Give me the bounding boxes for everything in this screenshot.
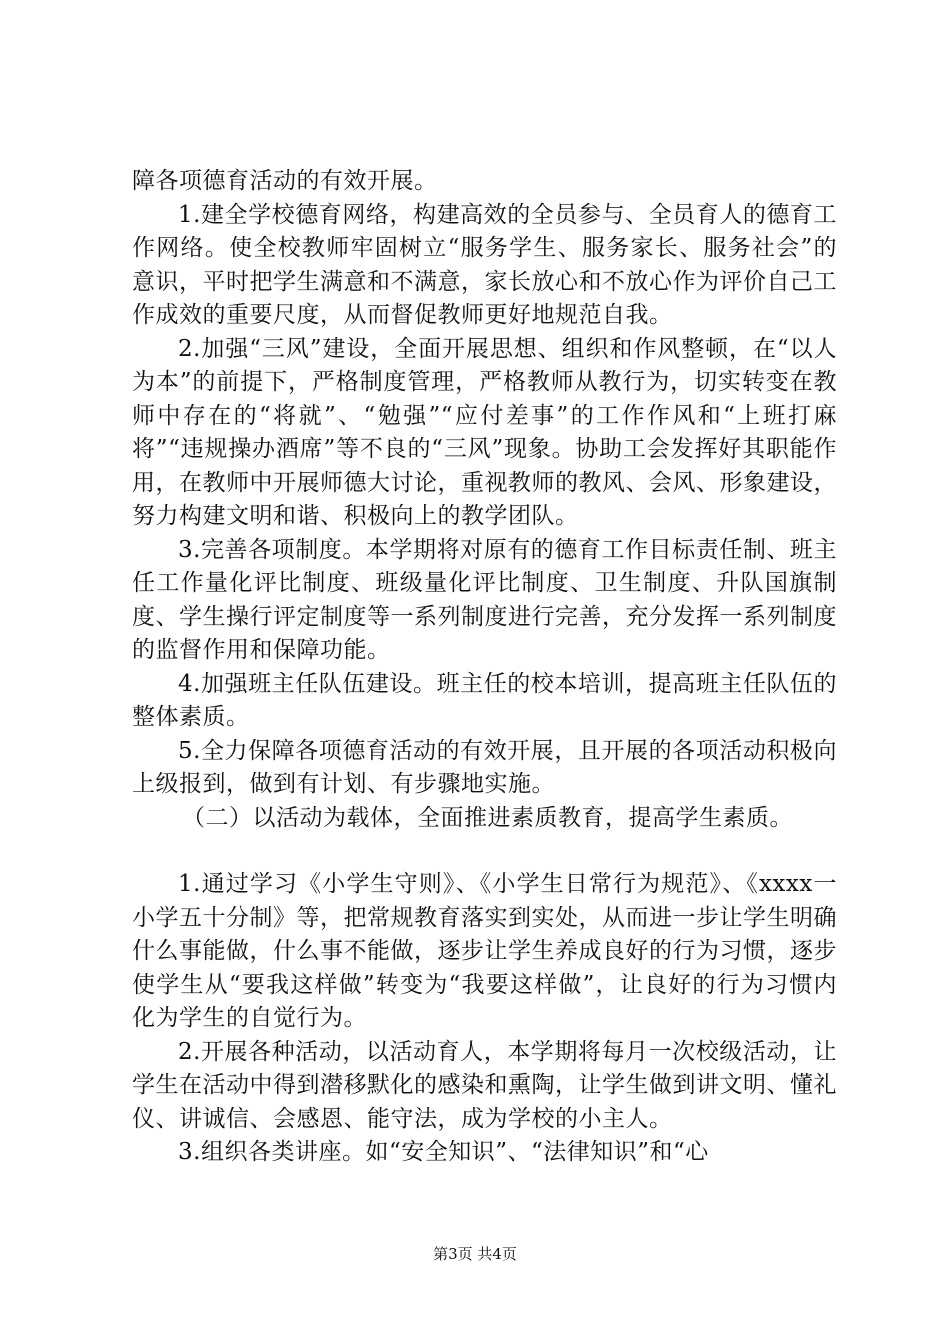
paragraph-item-4: 4.加强班主任队伍建设。班主任的校本培训，提高班主任队伍的整体素质。 [132,670,837,730]
document-body [132,165,837,1170]
paragraph-section2-item-3: 3.组织各类讲座。如“安全知识”、“法律知识”和“心 [178,1139,709,1165]
paragraph-item-1: 1.建全学校德育网络，构建高效的全员参与、全员育人的德育工作网络。使全校教师牢固树立“服务学生、服务家长、服务社会”的意识，平时把学生满意和不满意，家长放心和不放心作为评价自己工作成效的重要尺度，从而督促教师更好地规范自我。 [132,201,837,328]
paragraph-continuation: 障各项德育活动的有效开展。 [132,168,438,194]
section-heading-2: （二）以活动为载体，全面推进素质教育，提高学生素质。 [182,804,793,831]
paragraph-item-3: 3.完善各项制度。本学期将对原有的德育工作目标责任制、班主任工作量化评比制度、班级量化评比制度、卫生制度、升队国旗制度、学生操行评定制度等一系列制度进行完善，充分发挥一系列制度的监督作用和保障功能。 [132,536,837,663]
page-footer: 第3页 共4页 [433,1245,517,1263]
paragraph-item-5: 5.全力保障各项德育活动的有效开展，且开展的各项活动积极向上级报到，做到有计划、有步骤地实施。 [132,737,837,797]
paragraph-gap [132,835,837,868]
paragraph-item-2: 2.加强“三风”建设，全面开展思想、组织和作风整顿，在“以人为本”的前提下，严格制度管理，严格教师从教行为，切实转变在教师中存在的“将就”、“勉强”“应付差事”的工作作风和“上班打麻将”“违规操办酒席”等不良的“三风”现象。协助工会发挥好其职能作用，在教师中开展师德大讨论，重视教师的教风、会风、形象建设，努力构建文明和谐、积极向上的教学团队。 [132,335,837,529]
paragraph-section2-item-1: 1.通过学习《小学生守则》、《小学生日常行为规范》、《xxxx一小学五十分制》等，把常规教育落实到实处，从而进一步让学生明确什么事能做，什么事不能做，逐步让学生养成良好的行为习惯，逐步使学生从“要我这样做”转变为“我要这样做”，让良好的行为习惯内化为学生的自觉行为。 [132,871,837,1031]
paragraph-section2-item-2: 2.开展各种活动，以活动育人，本学期将每月一次校级活动，让学生在活动中得到潜移默化的感染和熏陶，让学生做到讲文明、懂礼仪、讲诚信、会感恩、能守法，成为学校的小主人。 [132,1038,837,1132]
